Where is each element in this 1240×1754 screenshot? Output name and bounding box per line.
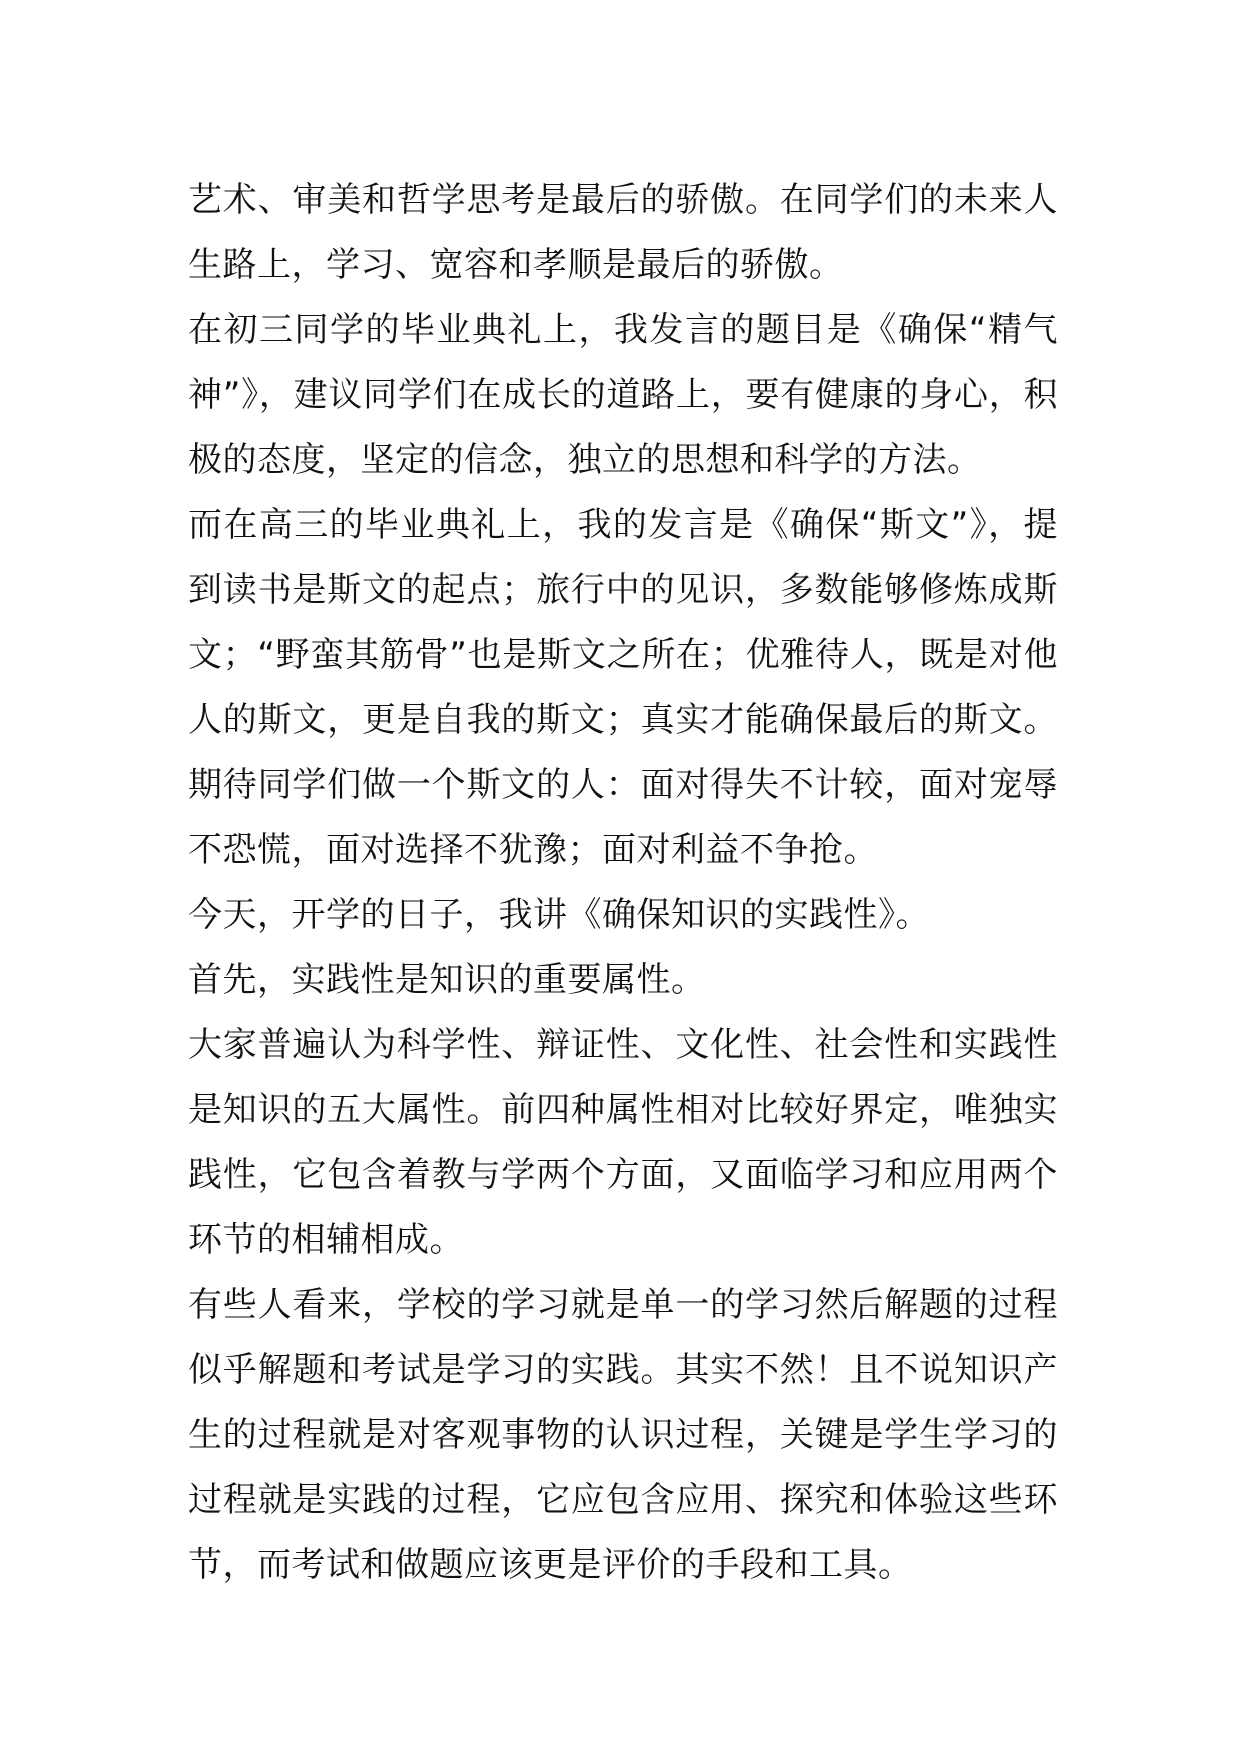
paragraph-7: 有些人看来，学校的学习就是单一的学习然后解题的过程似乎解题和考试是学习的实践。其实不然！且不说知识产生的过程就是对客观事物的认识过程，关键是学生学习的过程就是实践的过程，它应包含应用、探究和体验这些环节，而考试和做题应该更是评价的手段和工具。 (188, 1285, 1058, 1585)
paragraph-3: 而在高三的毕业典礼上，我的发言是《确保“斯文”》，提到读书是斯文的起点；旅行中的见识，多数能够修炼成斯文；“野蛮其筋骨”也是斯文之所在；优雅待人，既是对他人的斯文，更是自我的斯文；真实才能确保最后的斯文。期待同学们做一个斯文的人：面对得失不计较，面对宠辱不恐慌，面对选择不犹豫；面对利益不争抢。 (188, 505, 1058, 870)
paragraph-5: 首先，实践性是知识的重要属性。 (188, 960, 706, 1000)
paragraph-4: 今天，开学的日子，我讲《确保知识的实践性》。 (188, 895, 930, 935)
paragraph-6: 大家普遍认为科学性、辩证性、文化性、社会性和实践性是知识的五大属性。前四种属性相对比较好界定，唯独实践性，它包含着教与学两个方面，又面临学习和应用两个环节的相辅相成。 (188, 1025, 1058, 1260)
paragraph-1: 艺术、审美和哲学思考是最后的骄傲。在同学们的未来人生路上，学习、宽容和孝顺是最后的骄傲。 (188, 180, 1058, 285)
paragraph-2: 在初三同学的毕业典礼上，我发言的题目是《确保“精气神”》，建议同学们在成长的道路上，要有健康的身心，积极的态度，坚定的信念，独立的思想和科学的方法。 (188, 310, 1058, 480)
document-body (188, 168, 1058, 1598)
